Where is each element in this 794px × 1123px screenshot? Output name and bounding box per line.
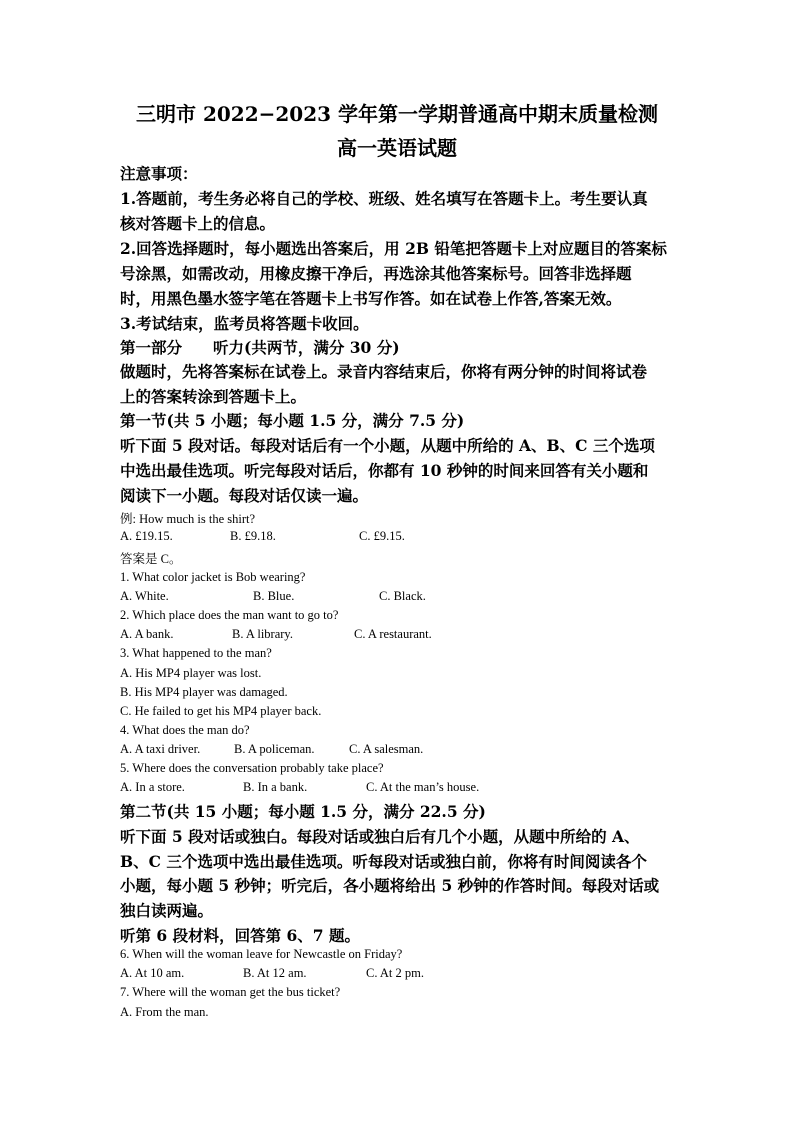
example-answer: 答案是 C。 (120, 552, 182, 566)
notice-item-2-cont2: 时，用黑色墨水签字笔在答题卡上书写作答。如在试卷上作答,答案无效。 (120, 289, 622, 308)
notice-item-3: 3.考试结束，监考员将答题卡收回。 (120, 314, 369, 333)
question-3-option-c: C. He failed to get his MP4 player back. (120, 704, 322, 718)
material-6-heading: 听第 6 段材料，回答第 6、7 题。 (120, 926, 360, 945)
question-2: 2. Which place does the man want to go to? (120, 608, 339, 622)
example-question: 例: How much is the shirt? (120, 512, 256, 526)
part1-heading: 第一部分 听力(共两节，满分 30 分) (120, 338, 400, 357)
part1-intro: 做题时，先将答案标在试卷上。录音内容结束后，你将有两分钟的时间将试卷 (120, 362, 648, 381)
question-6: 6. When will the woman leave for Newcastle on Friday? (120, 947, 403, 961)
question-1-option-b: B. Blue. (253, 589, 295, 603)
question-1: 1. What color jacket is Bob wearing? (120, 570, 306, 584)
notice-heading: 注意事项： (120, 164, 198, 183)
section1-instructions-cont2: 阅读下一小题。每段对话仅读一遍。 (120, 486, 369, 505)
question-6-option-a: A. At 10 am. (120, 966, 185, 980)
question-4-option-b: B. A policeman. (234, 742, 315, 756)
notice-item-1-cont: 核对答题卡上的信息。 (120, 214, 276, 233)
question-4-option-c: C. A salesman. (349, 742, 424, 756)
question-3-option-a: A. His MP4 player was lost. (120, 666, 262, 680)
section2-heading: 第二节(共 15 小题；每小题 1.5 分，满分 22.5 分) (120, 802, 486, 821)
notice-item-2: 2.回答选择题时，每小题选出答案后，用 2B 铅笔把答题卡上对应题目的答案标 (120, 239, 667, 258)
question-5-option-a: A. In a store. (120, 780, 185, 794)
question-1-option-a: A. White. (120, 589, 169, 603)
notice-item-2-cont: 号涂黑，如需改动，用橡皮擦干净后，再选涂其他答案标号。回答非选择题 (120, 264, 632, 283)
exam-title: 三明市 2022−2023 学年第一学期普通高中期末质量检测 (135, 102, 658, 126)
example-option-c: C. £9.15. (359, 529, 405, 543)
section2-instructions: 听下面 5 段对话或独白。每段对话或独白后有几个小题，从题中所给的 A、 (120, 827, 640, 846)
question-5: 5. Where does the conversation probably take place? (120, 761, 384, 775)
question-6-option-b: B. At 12 am. (243, 966, 307, 980)
question-5-option-b: B. In a bank. (243, 780, 308, 794)
example-option-a: A. £19.15. (120, 529, 173, 543)
section2-instructions-cont: B、C 三个选项中选出最佳选项。听每段对话或独白前，你将有时间阅读各个 (120, 852, 647, 871)
section1-instructions: 听下面 5 段对话。每段对话后有一个小题，从题中所给的 A、B、C 三个选项 (120, 436, 655, 455)
exam-subtitle: 高一英语试题 (337, 136, 457, 160)
question-2-option-b: B. A library. (232, 627, 293, 641)
question-3-option-b: B. His MP4 player was damaged. (120, 685, 288, 699)
question-5-option-c: C. At the man’s house. (366, 780, 480, 794)
example-option-b: B. £9.18. (230, 529, 276, 543)
question-1-option-c: C. Black. (379, 589, 426, 603)
question-2-option-c: C. A restaurant. (354, 627, 432, 641)
notice-item-1: 1.答题前，考生务必将自己的学校、班级、姓名填写在答题卡上。考生要认真 (120, 189, 648, 208)
section1-instructions-cont: 中选出最佳选项。听完每段对话后，你都有 10 秒钟的时间来回答有关小题和 (120, 461, 649, 480)
question-7-option-a: A. From the man. (120, 1005, 209, 1019)
question-6-option-c: C. At 2 pm. (366, 966, 424, 980)
question-4-option-a: A. A taxi driver. (120, 742, 201, 756)
question-3: 3. What happened to the man? (120, 646, 272, 660)
question-2-option-a: A. A bank. (120, 627, 174, 641)
question-4: 4. What does the man do? (120, 723, 250, 737)
section1-heading: 第一节(共 5 小题；每小题 1.5 分，满分 7.5 分) (120, 411, 465, 430)
section2-instructions-cont3: 独白读两遍。 (120, 901, 214, 920)
part1-intro-cont: 上的答案转涂到答题卡上。 (120, 387, 307, 406)
question-7: 7. Where will the woman get the bus ticket? (120, 985, 341, 999)
section2-instructions-cont2: 小题，每小题 5 秒钟；听完后，各小题将给出 5 秒钟的作答时间。每段对话或 (120, 876, 660, 895)
